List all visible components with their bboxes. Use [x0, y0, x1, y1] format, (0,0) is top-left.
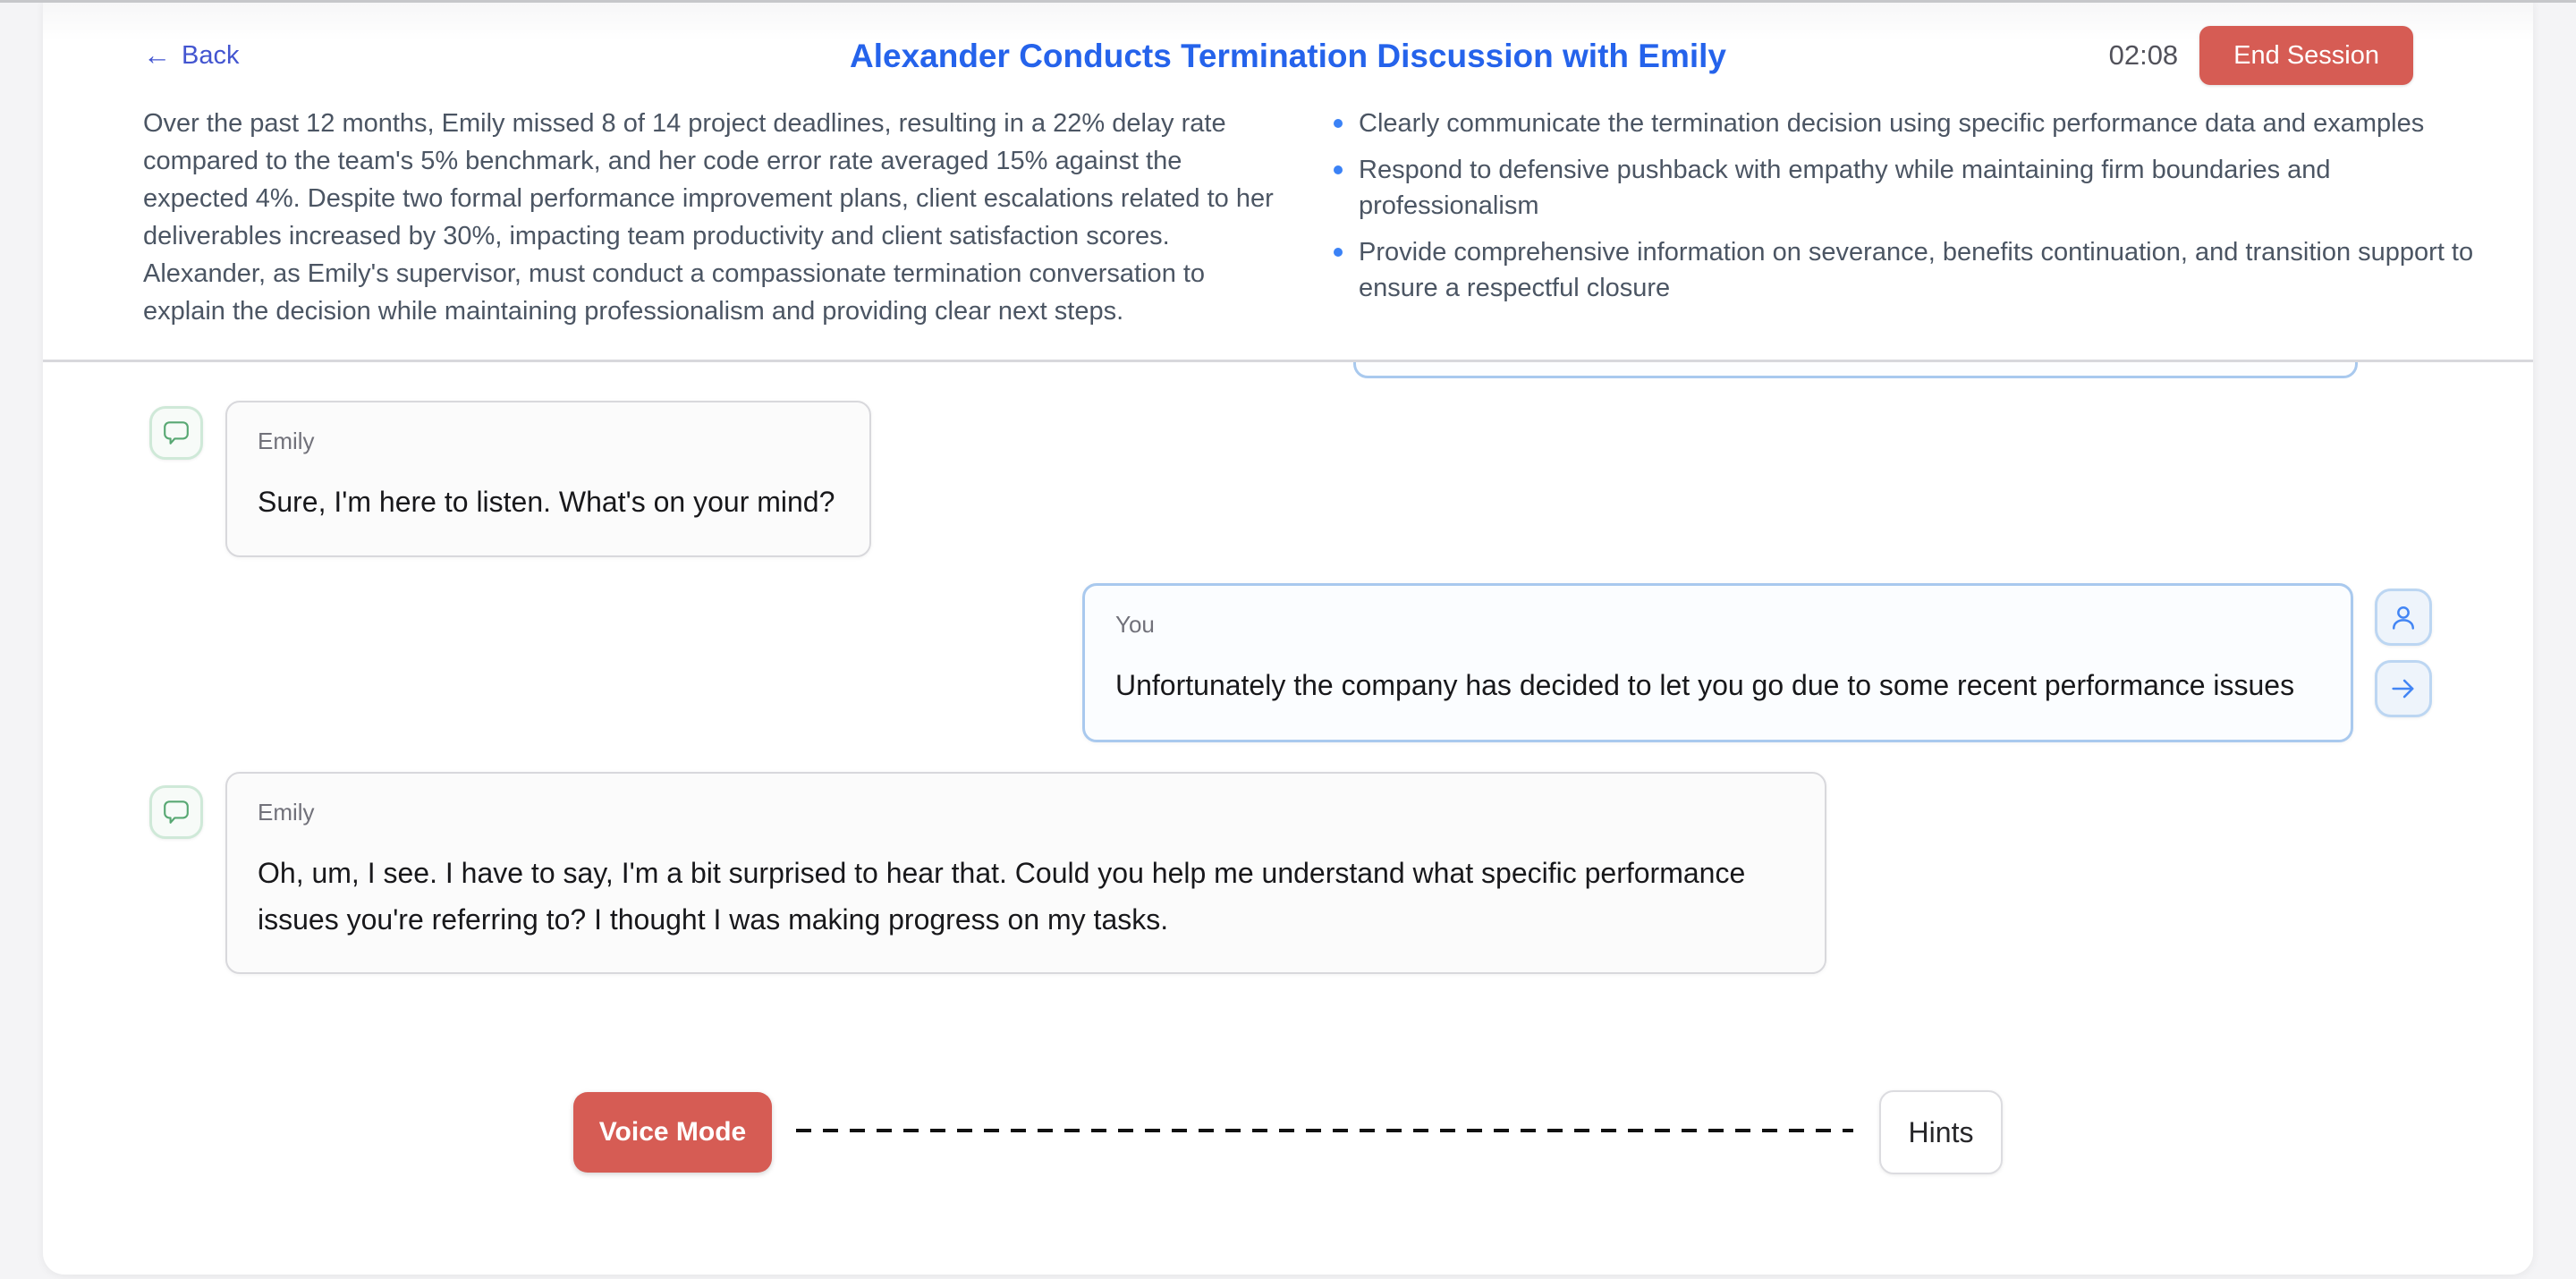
bullet-dot-icon: [1334, 165, 1343, 174]
objectives-list: [1334, 106, 2487, 317]
message-text: Unfortunately the company has decided to let you go due to some recent performance issues: [1115, 669, 2295, 701]
speaker-label: You: [1115, 611, 1155, 638]
person-icon-button[interactable]: [2375, 589, 2432, 646]
header-right-group: [2109, 25, 2413, 86]
speech-bubble-icon[interactable]: [149, 406, 203, 460]
chat-message-emily: [225, 401, 871, 557]
end-session-button[interactable]: End Session: [2199, 26, 2413, 85]
main-card: [43, 0, 2533, 1275]
session-header-section: [43, 0, 2533, 362]
message-text: Oh, um, I see. I have to say, I'm a bit surprised to hear that. Could you help me understand what specific performance issues you're referring to? I thought I was making progress on my tasks.: [258, 857, 1746, 936]
bullet-dot-icon: [1334, 119, 1343, 128]
page-top-border: [0, 0, 2576, 3]
objective-item: [1334, 152, 2487, 224]
objective-item: [1334, 234, 2487, 306]
chat-message-emily: [225, 772, 1826, 974]
send-arrow-button[interactable]: [2375, 660, 2432, 717]
objective-item: [1334, 106, 2487, 141]
message-text: Sure, I'm here to listen. What's on your mind?: [258, 486, 835, 518]
page-title: Alexander Conducts Termination Discussion with Emily: [850, 38, 1726, 74]
bullet-dot-icon: [1334, 248, 1343, 257]
voice-mode-button[interactable]: Voice Mode: [573, 1092, 772, 1173]
session-timer: 02:08: [2108, 39, 2179, 71]
speaker-label: Emily: [258, 428, 315, 454]
objective-text: Clearly communicate the termination decision using specific performance data and examples: [1359, 109, 2425, 138]
hints-button[interactable]: Hints: [1879, 1090, 2003, 1174]
back-label: Back: [182, 41, 240, 70]
dashed-divider: [796, 1129, 1853, 1132]
speech-bubble-icon[interactable]: [149, 785, 203, 839]
objective-text: Provide comprehensive information on severance, benefits continuation, and transition support to ensure a respectful closure: [1359, 238, 2474, 302]
objective-text: Respond to defensive pushback with empathy while maintaining firm boundaries and professionalism: [1359, 156, 2331, 220]
speaker-label: Emily: [258, 799, 315, 826]
scenario-description: Over the past 12 months, Emily missed 8 of 14 project deadlines, resulting in a 22% delay rate compared to the team's 5% benchmark, and her code error rate averaged 15% against the expected 4%. Despite two formal performance improvement plans, client escalations related to her deliverables increased by 30%, impacting team productivity and client satisfaction scores. Alexander, as Emily's supervisor, must conduct a compassionate termination conversation to explain the decision while maintaining professionalism and providing clear next steps.: [143, 109, 1274, 326]
arrow-left-icon: ←: [143, 39, 171, 71]
chat-message-you: [1082, 583, 2353, 742]
